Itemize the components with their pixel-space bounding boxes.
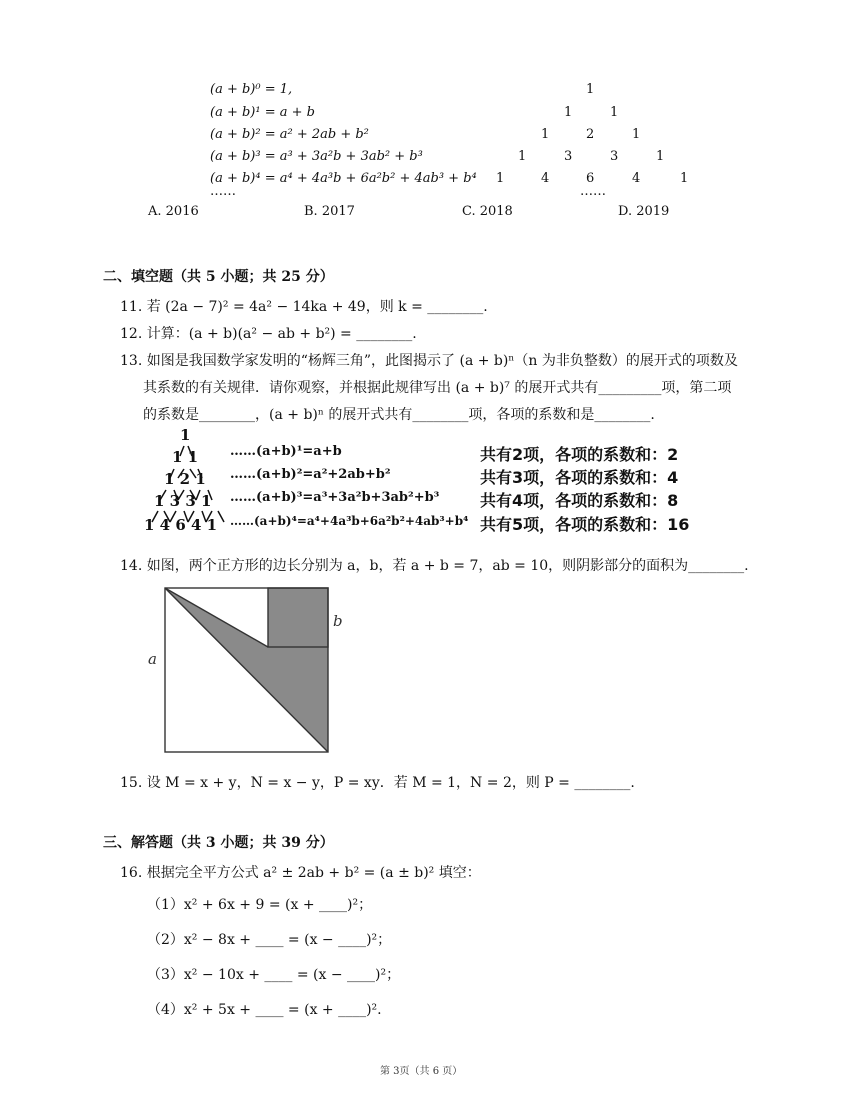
binomial-line-0: (a + b)⁰ = 1, [210,82,293,97]
triangle-r4-c0: 1 [496,171,505,186]
squares-diagram [140,580,360,760]
question-13-line-3: 的系数是________，(a + b)ⁿ 的展开式共有________项，各项的系数和是________. [143,407,655,423]
label-b: b [333,612,343,630]
triangle-r3-c1: 3 [564,149,573,164]
triangle-r4-c4: 1 [680,171,689,186]
yh-formula-4: ……(a+b)⁴=a⁴+4a³b+6a²b²+4ab³+b⁴ [230,514,469,528]
squares-figure [140,580,360,760]
triangle-r2-c2: 1 [632,127,641,142]
triangle-r2-c1: 2 [586,127,595,142]
question-14: 14. 如图，两个正方形的边长分别为 a，b，若 a + b = 7，ab = 10，则阴影部分的面积为________. [120,558,749,574]
page-footer: 第 3页（共 6 页） [380,1066,463,1077]
yh-row-4: 1 4 6 4 1 [144,516,218,534]
question-16-item-1: （1）x² + 6x + 9 = (x + ____)²； [147,897,373,913]
question-12: 12. 计算：(a + b)(a² − ab + b²) = ________. [120,326,417,342]
binomial-line-3: (a + b)³ = a³ + 3a²b + 3ab² + b³ [210,149,423,164]
triangle-r1-c1: 1 [610,105,619,120]
option-c[interactable]: C. 2018 [462,204,513,219]
triangle-r3-c2: 3 [610,149,619,164]
yh-desc-1: 共有2项，各项的系数和：2 [480,445,679,464]
yang-hui-triangle-figure [140,426,700,542]
yh-formula-1: ……(a+b)¹=a+b [230,444,342,459]
binomial-line-2: (a + b)² = a² + 2ab + b² [210,127,369,142]
triangle-r3-c0: 1 [518,149,527,164]
section-3-title: 三、解答题（共 3 小题；共 39 分） [103,835,334,851]
binomial-line-4: (a + b)⁴ = a⁴ + 4a³b + 6a²b² + 4ab³ + b⁴ [210,171,477,186]
question-16-item-3: （3）x² − 10x + ____ = (x − ____)²； [147,967,401,983]
small-square-shaded [268,588,328,647]
option-a[interactable]: A. 2016 [148,204,199,219]
yh-row-1: 1 1 [172,448,199,466]
question-15: 15. 设 M = x + y，N = x − y，P = xy．若 M = 1，N = 2，则 P = ________. [120,775,635,791]
yh-desc-3: 共有4项，各项的系数和：8 [480,491,679,510]
triangle-ellipsis: …… [580,184,606,199]
question-16-item-4: （4）x² + 5x + ____ = (x + ____)². [147,1002,382,1018]
yh-row-3: 1 3 3 1 [154,492,212,510]
question-13-line-2: 其系数的有关规律．请你观察，并根据此规律写出 (a + b)⁷ 的展开式共有_________项，第二项 [143,380,732,396]
section-2-title: 二、填空题（共 5 小题；共 25 分） [103,269,334,285]
yh-formula-3: ……(a+b)³=a³+3a²b+3ab²+b³ [230,490,440,505]
label-a: a [148,650,157,668]
yh-desc-4: 共有5项，各项的系数和：16 [480,515,690,534]
option-d[interactable]: D. 2019 [618,204,670,219]
binomial-ellipsis: …… [210,184,236,199]
triangle-r2-c0: 1 [541,127,550,142]
triangle-r0-c0: 1 [586,82,595,97]
triangle-r4-c2: 6 [586,171,595,186]
yh-row-0: 1 [180,426,191,444]
triangle-r3-c3: 1 [656,149,665,164]
question-13-line-1: 13. 如图是我国数学家发明的“杨辉三角”，此图揭示了 (a + b)ⁿ（n 为非负整数）的展开式的项数及 [120,353,738,369]
question-16: 16. 根据完全平方公式 a² ± 2ab + b² = (a ± b)² 填空： [120,865,481,881]
triangle-r4-c3: 4 [632,171,641,186]
question-11: 11. 若 (2a − 7)² = 4a² − 14ka + 49，则 k = ________. [120,299,488,315]
option-b[interactable]: B. 2017 [304,204,355,219]
yh-desc-2: 共有3项，各项的系数和：4 [480,468,679,487]
yh-row-2: 1 2 1 [164,470,206,488]
question-16-item-2: （2）x² − 8x + ____ = (x − ____)²； [147,932,392,948]
triangle-r4-c1: 4 [541,171,550,186]
binomial-line-1: (a + b)¹ = a + b [210,105,315,120]
yh-formula-2: ……(a+b)²=a²+2ab+b² [230,467,391,482]
triangle-r1-c0: 1 [564,105,573,120]
